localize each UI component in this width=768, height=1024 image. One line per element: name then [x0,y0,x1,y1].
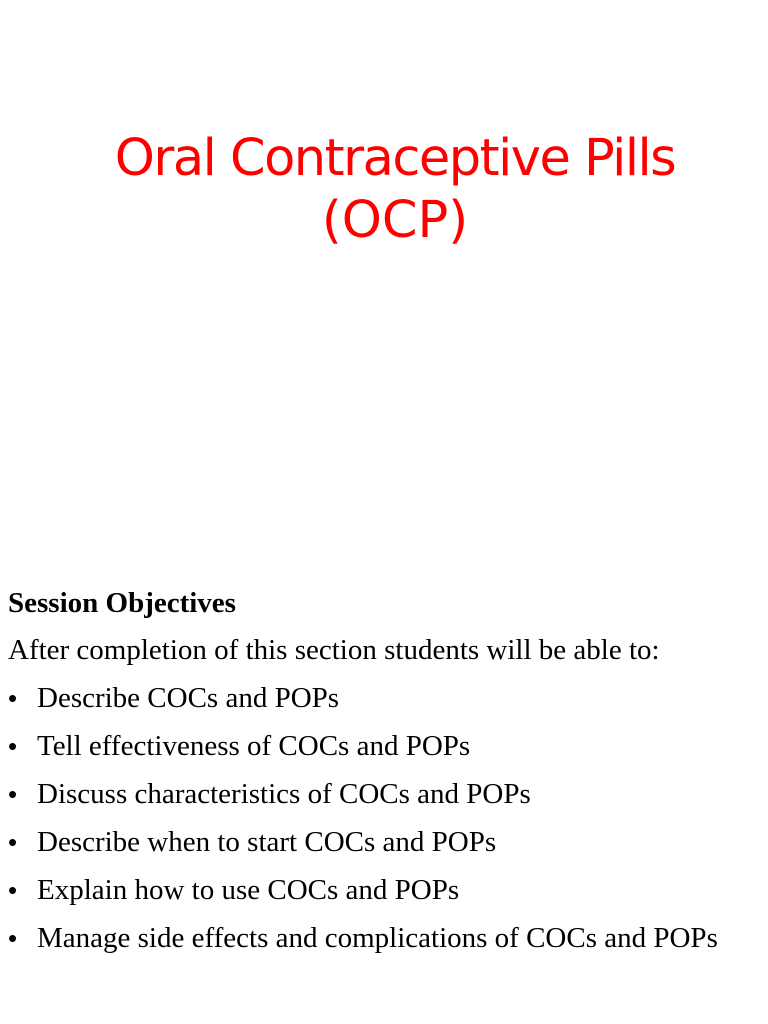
bullet-icon: • [8,875,18,905]
session-objectives [8,582,766,965]
objective-item [8,773,766,815]
objectives-intro: After completion of this section students will be able to: [8,634,660,666]
slide-title-line-1: Oral Contraceptive Pills [114,129,676,188]
slide-title-line-2: (OCP) [321,191,469,250]
objective-item [8,869,766,911]
objective-text: Describe when to start COCs and POPs [37,826,497,858]
objective-item [8,677,766,719]
bullet-icon: • [8,923,18,953]
objective-text: Manage side effects and complications of COCs and POPs [37,922,718,954]
objective-text: Discuss characteristics of COCs and POPs [37,778,531,810]
objectives-list [8,677,766,959]
objective-text: Describe COCs and POPs [37,682,340,714]
bullet-icon: • [8,731,18,761]
objective-text: Explain how to use COCs and POPs [37,874,460,906]
objectives-heading: Session Objectives [8,587,236,619]
bullet-icon: • [8,683,18,713]
slide-title [20,128,768,252]
bullet-icon: • [8,827,18,857]
objective-item [8,725,766,767]
bullet-icon: • [8,779,18,809]
objective-item [8,917,766,959]
objective-item [8,821,766,863]
objective-text: Tell effectiveness of COCs and POPs [37,730,471,762]
